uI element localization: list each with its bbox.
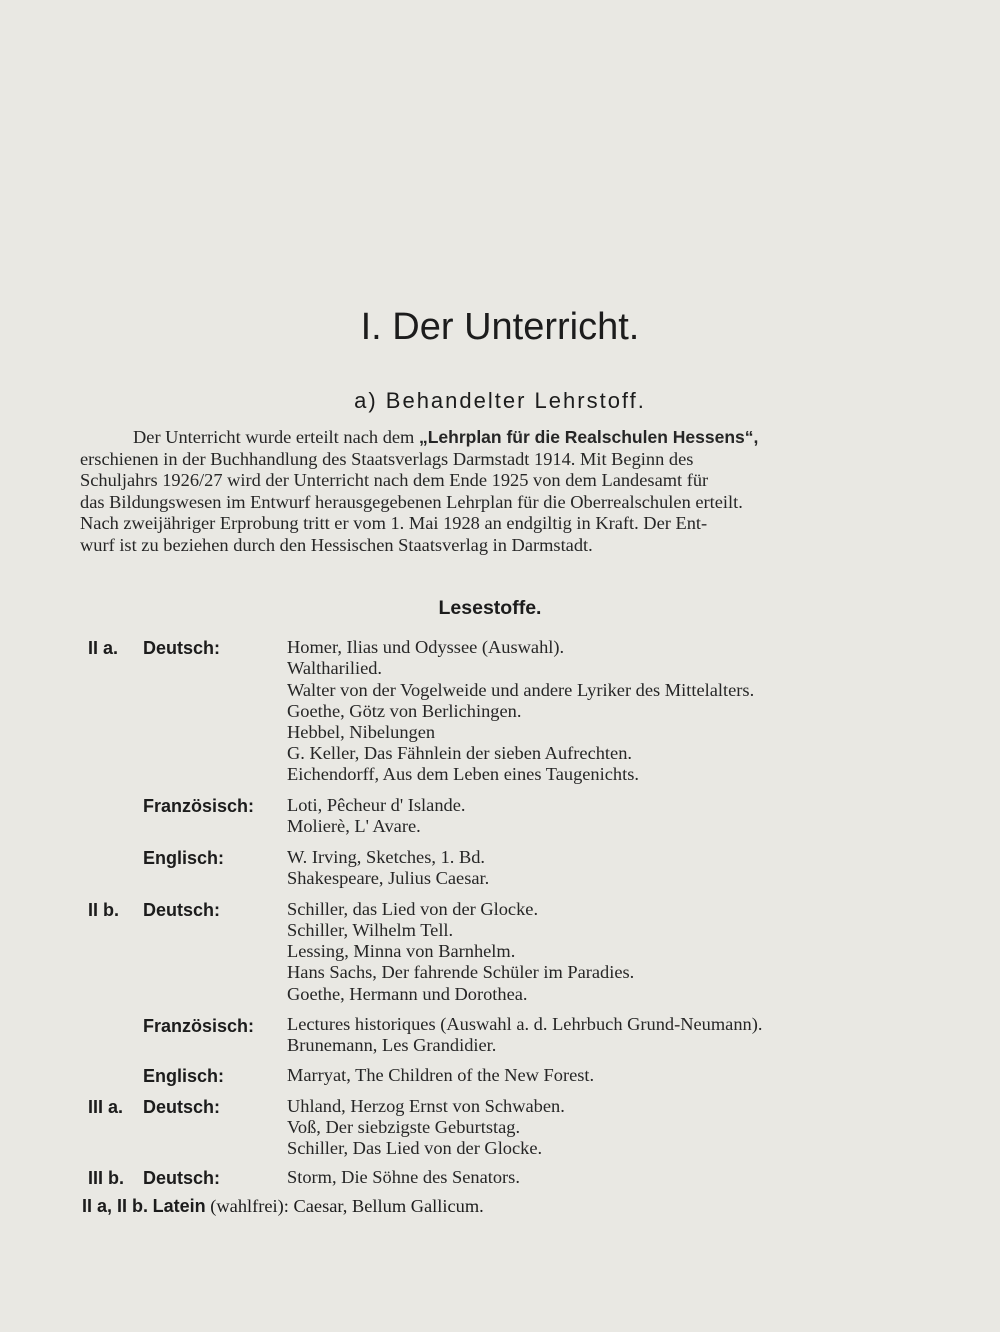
reading-item: Marryat, The Children of the New Forest. bbox=[287, 1065, 595, 1085]
latin-classes: II a, II b. bbox=[82, 1196, 149, 1216]
latin-subject: Latein bbox=[152, 1196, 206, 1216]
reading-item: Molierè, L' Avare. bbox=[287, 816, 421, 836]
reading-item: Eichendorff, Aus dem Leben eines Taugenichts. bbox=[287, 764, 639, 784]
reading-item: Goethe, Hermann und Dorothea. bbox=[287, 984, 528, 1004]
reading-item: Loti, Pêcheur d' Islande. bbox=[287, 795, 466, 815]
reading-item: Schiller, das Lied von der Glocke. bbox=[287, 899, 539, 919]
latin-note: (wahlfrei): bbox=[210, 1196, 289, 1216]
intro-line: Schuljahrs 1926/27 wird der Unterricht nach dem Ende 1925 von dem Landesamt für bbox=[80, 470, 709, 491]
intro-line: das Bildungswesen im Entwurf herausgegebenen Lehrplan für die Oberrealschulen erteilt. bbox=[80, 491, 743, 512]
intro-text: Der Unterricht wurde erteilt nach dem bbox=[133, 427, 419, 447]
subject-label: Deutsch: bbox=[143, 1097, 221, 1117]
intro-line: erschienen in der Buchhandlung des Staatsverlags Darmstadt 1914. Mit Beginn des bbox=[80, 448, 694, 469]
class-label: II b. bbox=[88, 900, 119, 920]
reading-item: Goethe, Götz von Berlichingen. bbox=[287, 701, 522, 721]
reading-item: Storm, Die Söhne des Senators. bbox=[287, 1167, 520, 1187]
reading-item: Waltharilied. bbox=[287, 658, 383, 678]
class-label: III b. bbox=[88, 1168, 124, 1188]
reading-item: Schiller, Wilhelm Tell. bbox=[287, 920, 454, 940]
class-label: III a. bbox=[88, 1097, 124, 1117]
reading-item: Hebbel, Nibelungen bbox=[287, 722, 436, 742]
subject-label: Englisch: bbox=[143, 848, 225, 868]
subject-label: Englisch: bbox=[143, 1066, 225, 1086]
latin-line bbox=[82, 1196, 484, 1217]
reading-item: Schiller, Das Lied von der Glocke. bbox=[287, 1138, 543, 1158]
reading-item: Shakespeare, Julius Caesar. bbox=[287, 868, 490, 888]
reading-item: Uhland, Herzog Ernst von Schwaben. bbox=[287, 1096, 565, 1116]
intro-line: Nach zweijähriger Erprobung tritt er vom 1. Mai 1928 an endgiltig in Kraft. Der Ent- bbox=[80, 513, 708, 534]
class-label: II a. bbox=[88, 638, 119, 658]
reading-item: W. Irving, Sketches, 1. Bd. bbox=[287, 847, 486, 867]
reading-item: Walter von der Vogelweide und andere Lyriker des Mittelalters. bbox=[287, 680, 755, 700]
subject-label: Französisch: bbox=[143, 796, 255, 816]
reading-item: G. Keller, Das Fähnlein der sieben Aufrechten. bbox=[287, 743, 632, 763]
section-subtitle: a) Behandelter Lehrstoff. bbox=[354, 388, 646, 413]
curriculum-title: „Lehrplan für die Realschulen Hessens“, bbox=[418, 427, 759, 447]
lesestoffe-heading: Lesestoffe. bbox=[438, 597, 542, 619]
subject-label: Deutsch: bbox=[143, 900, 221, 920]
page-title: I. Der Unterricht. bbox=[360, 306, 640, 348]
intro-line: wurf ist zu beziehen durch den Hessischen Staatsverlag in Darmstadt. bbox=[80, 534, 593, 555]
reading-item: Lectures historiques (Auswahl a. d. Lehrbuch Grund-Neumann). bbox=[287, 1014, 763, 1034]
reading-item: Brunemann, Les Grandidier. bbox=[287, 1035, 497, 1055]
intro-paragraph bbox=[80, 427, 905, 557]
subject-label: Deutsch: bbox=[143, 1168, 221, 1188]
reading-item: Voß, Der siebzigste Geburtstag. bbox=[287, 1117, 521, 1137]
reading-item: Lessing, Minna von Barnhelm. bbox=[287, 941, 516, 961]
intro-line bbox=[80, 427, 905, 449]
reading-item: Hans Sachs, Der fahrende Schüler im Paradies. bbox=[287, 962, 635, 982]
subject-label: Französisch: bbox=[143, 1016, 255, 1036]
subject-label: Deutsch: bbox=[143, 638, 221, 658]
reading-item: Homer, Ilias und Odyssee (Auswahl). bbox=[287, 637, 565, 657]
latin-work: Caesar, Bellum Gallicum. bbox=[293, 1196, 484, 1216]
